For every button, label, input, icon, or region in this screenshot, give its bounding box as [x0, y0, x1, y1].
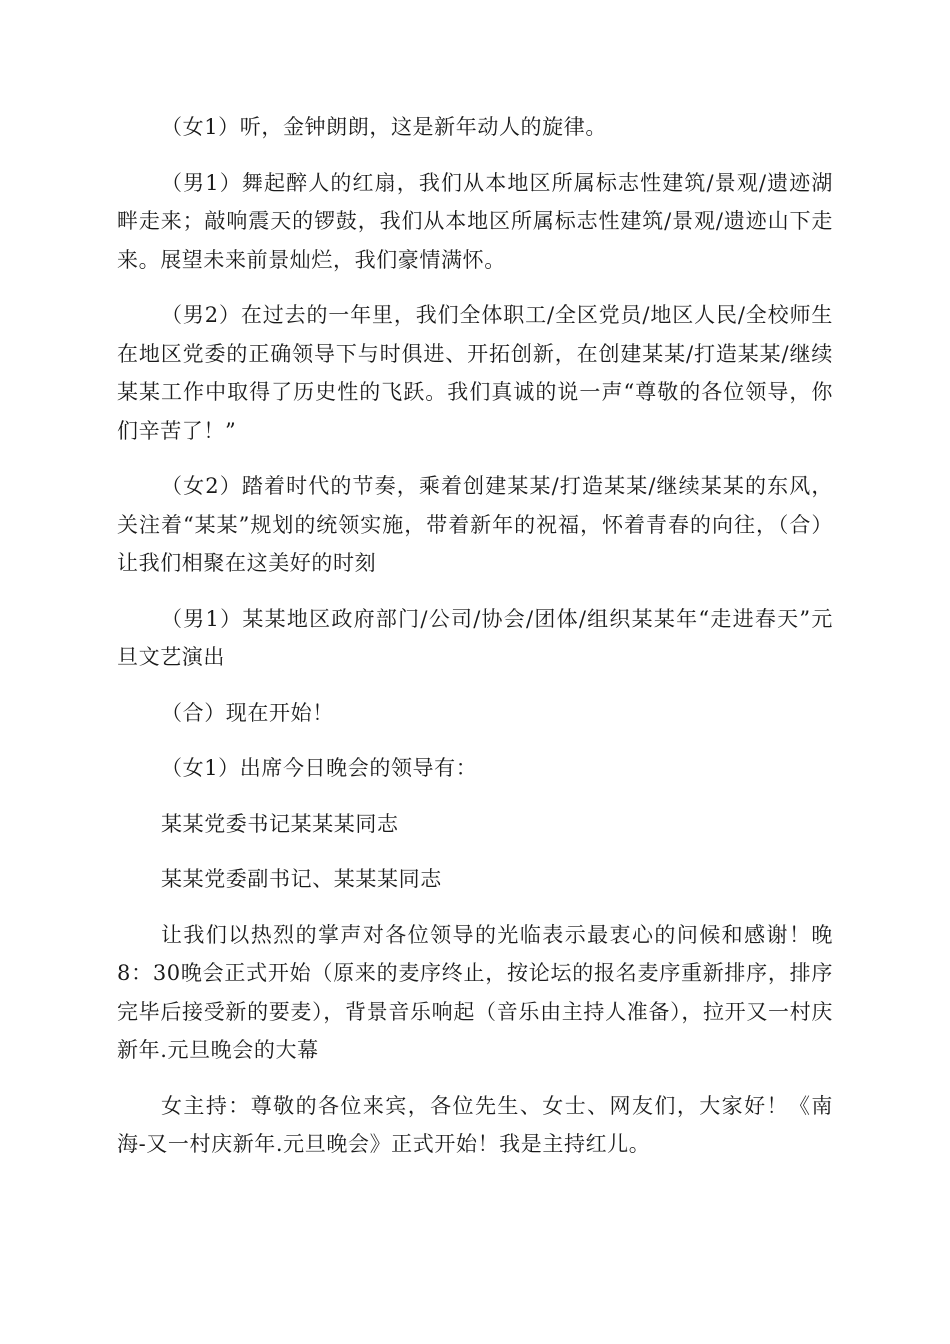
paragraph-female1-leaders: （女1）出席今日晚会的领导有：: [161, 756, 478, 780]
paragraph-leader-deputy: 某某党委副书记、某某某同志: [161, 867, 442, 891]
paragraph-applause: 让我们以热烈的掌声对各位领导的光临表示最衷心的问候和感谢！晚8：30晚会正式开始（原来的麦序终止，按论坛的报名麦序重新排序，排序完毕后接受新的要麦），背景音乐响起（音乐由主持人准备），拉开又一村庆新年.元旦晚会的大幕: [117, 922, 833, 1062]
document-body: [117, 108, 833, 1181]
paragraph-female2-rhythm: （女2）踏着时代的节奏，乘着创建某某/打造某某/继续某某的东风，关注着“某某”规划的统领实施，带着新年的祝福，怀着青春的向往，（合）让我们相聚在这美好的时刻: [117, 474, 833, 575]
paragraph-male1-fan: （男1）舞起醉人的红扇，我们从本地区所属标志性建筑/景观/遗迹湖畔走来；敲响震天的锣鼓，我们从本地区所属标志性建筑/景观/遗迹山下走来。展望未来前景灿烂，我们豪情满怀。: [117, 170, 833, 272]
paragraph-leader-secretary: 某某党委书记某某某同志: [161, 811, 399, 836]
paragraph-female-host: 女主持：尊敬的各位来宾，各位先生、女士、网友们，大家好！《南海-又一村庆新年.元旦晚会》正式开始！我是主持红儿。: [117, 1093, 833, 1156]
paragraph-together-start: （合）现在开始！: [161, 700, 334, 725]
paragraph-male1-performance: （男1）某某地区政府部门/公司/协会/团体/组织某某年“走进春天”元旦文艺演出: [117, 606, 833, 669]
paragraph-female1-listen: （女1）听，金钟朗朗，这是新年动人的旋律。: [161, 115, 607, 139]
paragraph-male2-past-year: （男2）在过去的一年里，我们全体职工/全区党员/地区人民/全校师生在地区党委的正确领导下与时俱进、开拓创新，在创建某某/打造某某/继续某某工作中取得了历史性的飞跃。我们真诚的说一声“尊敬的各位领导，你们辛苦了！”: [117, 303, 833, 443]
